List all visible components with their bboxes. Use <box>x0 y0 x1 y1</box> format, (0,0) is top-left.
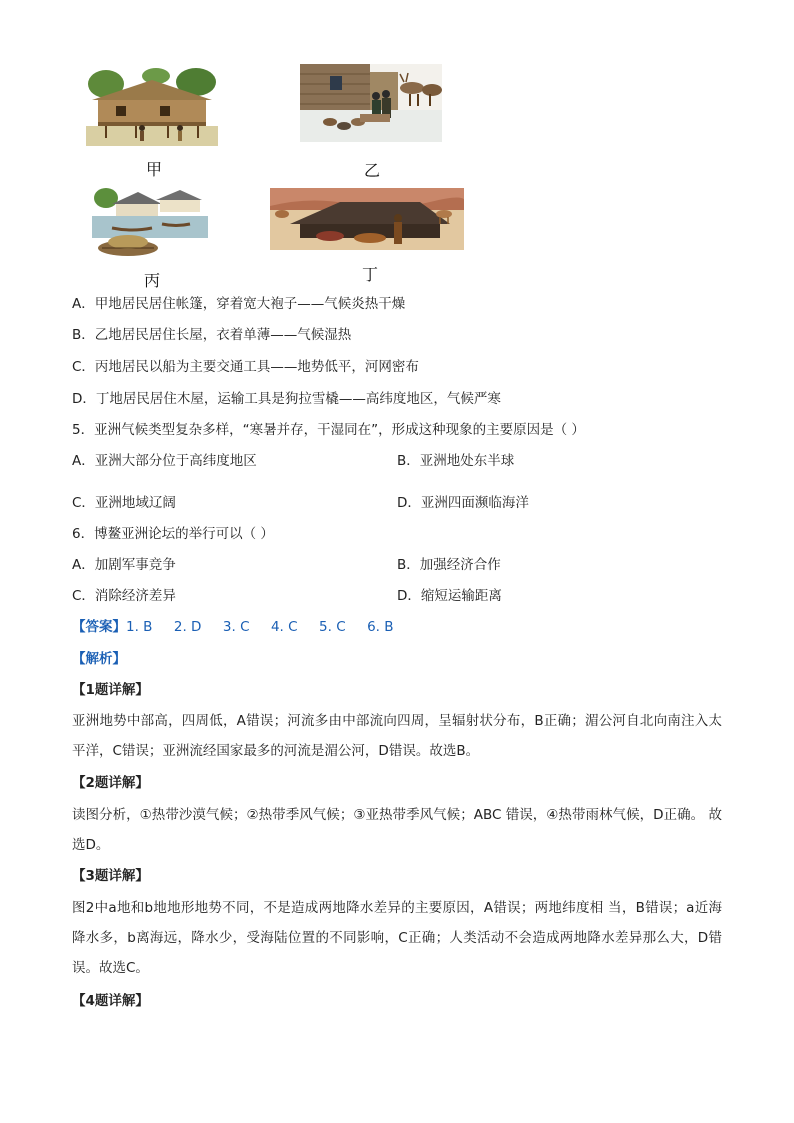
answer-line <box>72 617 394 637</box>
detail-3-text: 图2中a地和b地地形地势不同，不是造成两地降水差异的主要原因，A错误；两地纬度相 当，B错误；a近海降水多，b离海远，降水少，受海陆位置的不同影响，C正确；人类活动不会造成两地降水差异那么大，D错误。故选C。 <box>72 900 722 976</box>
q5-option-d: D．亚洲四面濒临海洋 <box>397 495 529 511</box>
figure-ding-illustration <box>270 184 464 250</box>
detail-2-text: 读图分析，①热带沙漠气候；②热带季风气候；③亚热带季风气候；ABC 错误，④热带雨林气候，D正确。 故选D。 <box>72 807 722 853</box>
q6-option-a: A．加剧军事竞争 <box>72 557 176 573</box>
q6-option-b: B．加强经济合作 <box>397 557 501 573</box>
q4-option-a: A．甲地居民居住帐篷，穿着宽大袍子——气候炎热干燥 <box>72 296 406 312</box>
long-house-icon <box>86 66 218 146</box>
q4-option-b: B．乙地居民居住长屋，衣着单薄——气候湿热 <box>72 327 352 343</box>
figure-ding-label: 丁 <box>362 265 379 284</box>
q4-option-c: C．丙地居民以船为主要交通工具——地势低平，河网密布 <box>72 359 419 375</box>
detail-1-text: 亚洲地势中部高，四周低，A错误；河流多由中部流向四周，呈辐射状分布，B正确；湄公河自北向南注入太平洋，C错误；亚洲流经国家最多的河流是湄公河，D错误。故选B。 <box>72 713 722 759</box>
answer-tag: 【答案】 <box>72 619 126 635</box>
water-town-boat-icon <box>92 184 208 264</box>
figure-bing-label: 丙 <box>144 271 161 290</box>
q6-option-d: D．缩短运输距离 <box>397 588 502 604</box>
log-cabin-sled-icon <box>300 64 442 142</box>
q5-option-c: C．亚洲地域辽阔 <box>72 495 176 511</box>
figure-yi-illustration <box>300 64 442 142</box>
q6-stem: 6．博鳌亚洲论坛的举行可以（ ） <box>72 526 274 542</box>
detail-4-heading: 【4题详解】 <box>72 993 149 1009</box>
figure-yi-label: 乙 <box>364 161 381 180</box>
q4-option-d: D．丁地居民居住木屋，运输工具是狗拉雪橇——高纬度地区，气候严寒 <box>72 391 501 407</box>
q5-stem: 5．亚洲气候类型复杂多样，“寒暑并存，干湿同在”，形成这种现象的主要原因是（ ） <box>72 422 585 438</box>
figure-jia-label: 甲 <box>146 160 163 179</box>
detail-1-heading: 【1题详解】 <box>72 682 149 698</box>
figure-jia-illustration <box>86 66 218 146</box>
q5-option-b: B．亚洲地处东半球 <box>397 453 515 469</box>
detail-2-heading: 【2题详解】 <box>72 775 149 791</box>
desert-tent-icon <box>270 184 464 250</box>
answer-values: 1. B 2. D 3. C 4. C 5. C 6. B <box>126 619 394 635</box>
q5-option-a: A．亚洲大部分位于高纬度地区 <box>72 453 257 469</box>
detail-3-heading: 【3题详解】 <box>72 868 149 884</box>
figure-bing-illustration <box>92 184 208 264</box>
q6-option-c: C．消除经济差异 <box>72 588 176 604</box>
analysis-tag: 【解析】 <box>72 651 126 667</box>
